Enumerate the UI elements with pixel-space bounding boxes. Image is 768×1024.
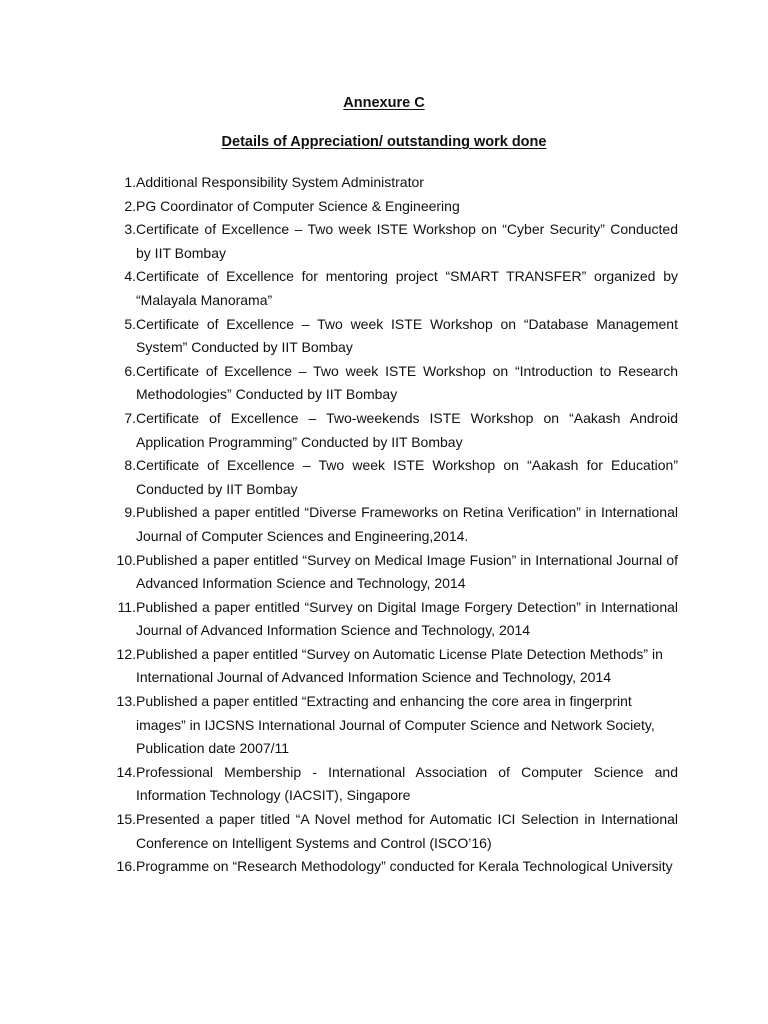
item-text: PG Coordinator of Computer Science & Engineering [136,197,460,214]
list-item [102,407,678,454]
item-text: Programme on “Research Methodology” conducted for Kerala Technological University [136,858,673,875]
item-number: 2. [124,197,136,214]
item-number: 7. [124,409,136,426]
item-text: Certificate of Excellence for mentoring project “SMART TRANSFER” organized by “Malayala Manorama” [136,268,678,308]
item-text: Published a paper entitled “Diverse Frameworks on Retina Verification” in International Journal of Computer Sciences and Engineering,2014. [136,504,678,544]
document-title: Details of Appreciation/ outstanding work done [221,134,547,150]
item-number: 6. [124,362,136,379]
item-text: Published a paper entitled “Survey on Digital Image Forgery Detection” in International Journal of Advanced Information Science and Technology, 2014 [136,598,678,639]
achievements-list [102,171,678,879]
list-item [102,265,678,312]
list-item [102,218,678,265]
item-text: Professional Membership - International Association of Computer Science and Information Technology (IACSIT), Singapore [136,763,678,804]
item-text: Published a paper entitled “Survey on Automatic License Plate Detection Methods” in International Journal of Advanced Information Science and Technology, 2014 [136,645,663,686]
list-item [102,195,678,219]
item-text: Published a paper entitled “Extracting and enhancing the core area in fingerprint images” in IJCSNS International Journal of Computer Science and Network Society, Publication date 2007/11 [136,693,655,757]
item-number: 5. [124,315,136,332]
list-item [102,313,678,360]
item-text: Additional Responsibility System Administrator [136,174,424,190]
item-number: 3. [124,221,136,238]
list-item [102,549,678,596]
list-item [102,501,678,548]
item-number: 4. [124,268,136,285]
item-number: 10. [116,551,136,568]
item-text: Published a paper entitled “Survey on Medical Image Fusion” in International Journal of Advanced Information Science and Technology, 2014 [136,551,678,592]
item-number: 14. [116,763,136,780]
item-number: 16. [116,858,136,875]
list-item [102,596,678,643]
item-text: Certificate of Excellence – Two-weekends ISTE Workshop on “Aakash Android Application Programming” Conducted by IIT Bombay [136,409,678,450]
list-item [102,454,678,501]
item-number: 9. [124,504,136,521]
list-item [102,360,678,407]
item-text: Certificate of Excellence – Two week ISTE Workshop on “Database Management System” Conducted by IIT Bombay [136,315,678,356]
item-number: 12. [116,645,136,662]
list-item [102,808,678,855]
list-item [102,690,678,761]
item-text: Certificate of Excellence – Two week ISTE Workshop on “Aakash for Education” Conducted by IIT Bombay [136,457,678,497]
list-item [102,643,678,690]
annexure-title: Annexure C [343,95,425,111]
list-item [102,171,678,195]
item-text: Certificate of Excellence – Two week ISTE Workshop on “Introduction to Research Methodologies” Conducted by IIT Bombay [136,362,678,403]
item-number: 11. [117,598,136,615]
item-number: 1. [124,174,136,190]
item-number: 15. [116,811,136,828]
item-number: 8. [124,457,136,474]
item-number: 13. [116,693,136,710]
list-item [102,855,678,879]
item-text: Certificate of Excellence – Two week ISTE Workshop on “Cyber Security” Conducted by IIT Bombay [136,221,678,261]
item-text: Presented a paper titled “A Novel method for Automatic ICI Selection in International Conference on Intelligent Systems and Control (ISCO’16) [136,811,678,851]
list-item [102,761,678,808]
